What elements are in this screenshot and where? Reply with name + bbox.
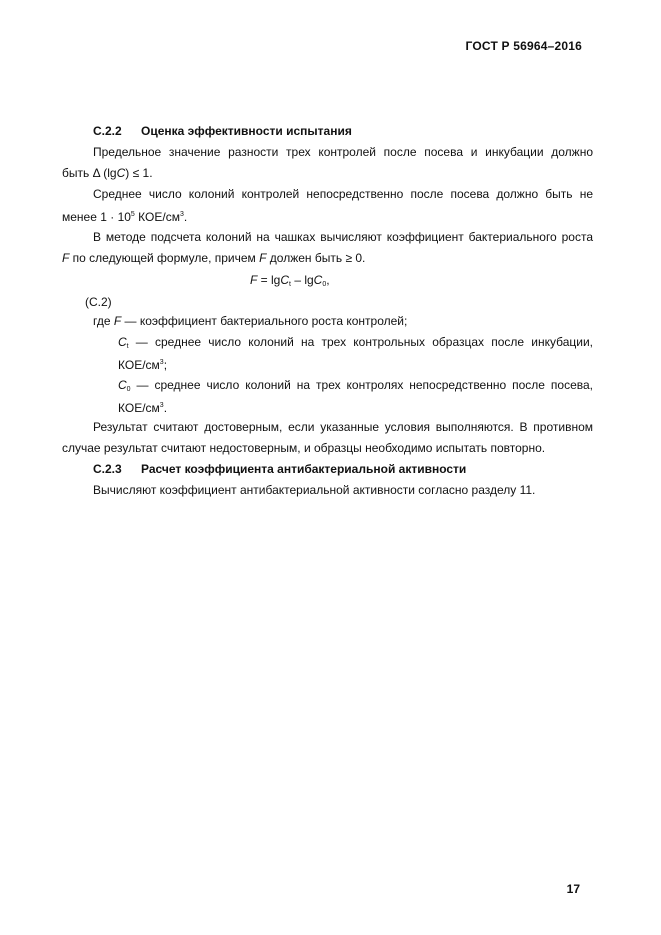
definition-ct (118, 334, 593, 355)
variable: F (62, 251, 70, 265)
exponent: 3 (159, 359, 164, 366)
variable: F (250, 273, 258, 287)
variable: C (118, 378, 127, 392)
definition-ct-unit (118, 355, 593, 373)
section-number: С.2.2 (93, 124, 122, 138)
paragraph-line: В методе подсчета колоний на чашках вычисляют коэффициент бактериального роста (93, 230, 593, 244)
paragraph-line: Результат считают достоверным, если указанные условия выполняются. В противном (93, 420, 593, 434)
where-intro (93, 313, 593, 329)
text-run: менее 1 · 10 (62, 210, 131, 224)
section-number: С.2.3 (93, 462, 122, 476)
subscript: 0 (126, 386, 131, 393)
text-run: должен быть ≥ 0. (266, 251, 366, 265)
section-title: Расчет коэффициента антибактериальной активности (141, 462, 467, 476)
text-run: – lg (290, 273, 314, 287)
text-run: быть Δ (lg (62, 166, 117, 180)
text-run: ; (163, 358, 168, 372)
subscript: t (289, 281, 291, 288)
variable: F (113, 314, 122, 328)
exponent: 3 (179, 211, 184, 218)
variable: C (118, 335, 127, 349)
text-run: . (163, 401, 168, 415)
section-heading-c22 (93, 123, 593, 139)
paragraph-line (62, 250, 593, 266)
document-code-header: ГОСТ Р 56964–2016 (465, 39, 582, 53)
paragraph-line: Среднее число колоний контролей непосредственно после посева должно быть не (93, 187, 593, 201)
subscript: 0 (322, 281, 327, 288)
equation-number: (С.2) (85, 295, 112, 309)
text-run: = lg (257, 273, 281, 287)
exponent: 5 (130, 211, 135, 218)
text-run: — среднее число колоний на трех контролях непосредственно после посева, (130, 378, 593, 392)
text-run: . (183, 210, 188, 224)
paragraph-line: Вычисляют коэффициент антибактериальной активности согласно разделу 11. (93, 483, 536, 497)
text-run: где (93, 314, 114, 328)
variable: C (280, 273, 290, 287)
unit: КОЕ/см (118, 358, 160, 372)
section-heading-c23 (93, 461, 593, 477)
text-run: по следующей формуле, причем (69, 251, 260, 265)
unit: КОЕ/см (134, 210, 180, 224)
subscript: t (126, 343, 129, 350)
text-run: , (326, 273, 330, 287)
variable: F (259, 251, 267, 265)
variable: C (313, 273, 323, 287)
definition-c0 (118, 377, 593, 398)
section-title: Оценка эффективности испытания (141, 124, 352, 138)
variable: C (116, 166, 126, 180)
exponent: 3 (159, 402, 164, 409)
definition-c0-unit (118, 398, 593, 416)
text-run: — коэффициент бактериального роста контролей; (121, 314, 408, 328)
text-run: ) ≤ 1. (125, 166, 153, 180)
unit: КОЕ/см (118, 401, 160, 415)
paragraph-line: Предельное значение разности трех контролей после посева и инкубации должно (93, 145, 593, 159)
formula (250, 272, 330, 293)
paragraph-line: случае результат считают недостоверным, и образцы необходимо испытать повторно. (62, 441, 546, 455)
page-number: 17 (566, 882, 580, 896)
paragraph-line (62, 165, 593, 181)
paragraph-line (62, 207, 593, 225)
text-run: — среднее число колоний на трех контрольных образцах после инкубации, (128, 335, 593, 349)
